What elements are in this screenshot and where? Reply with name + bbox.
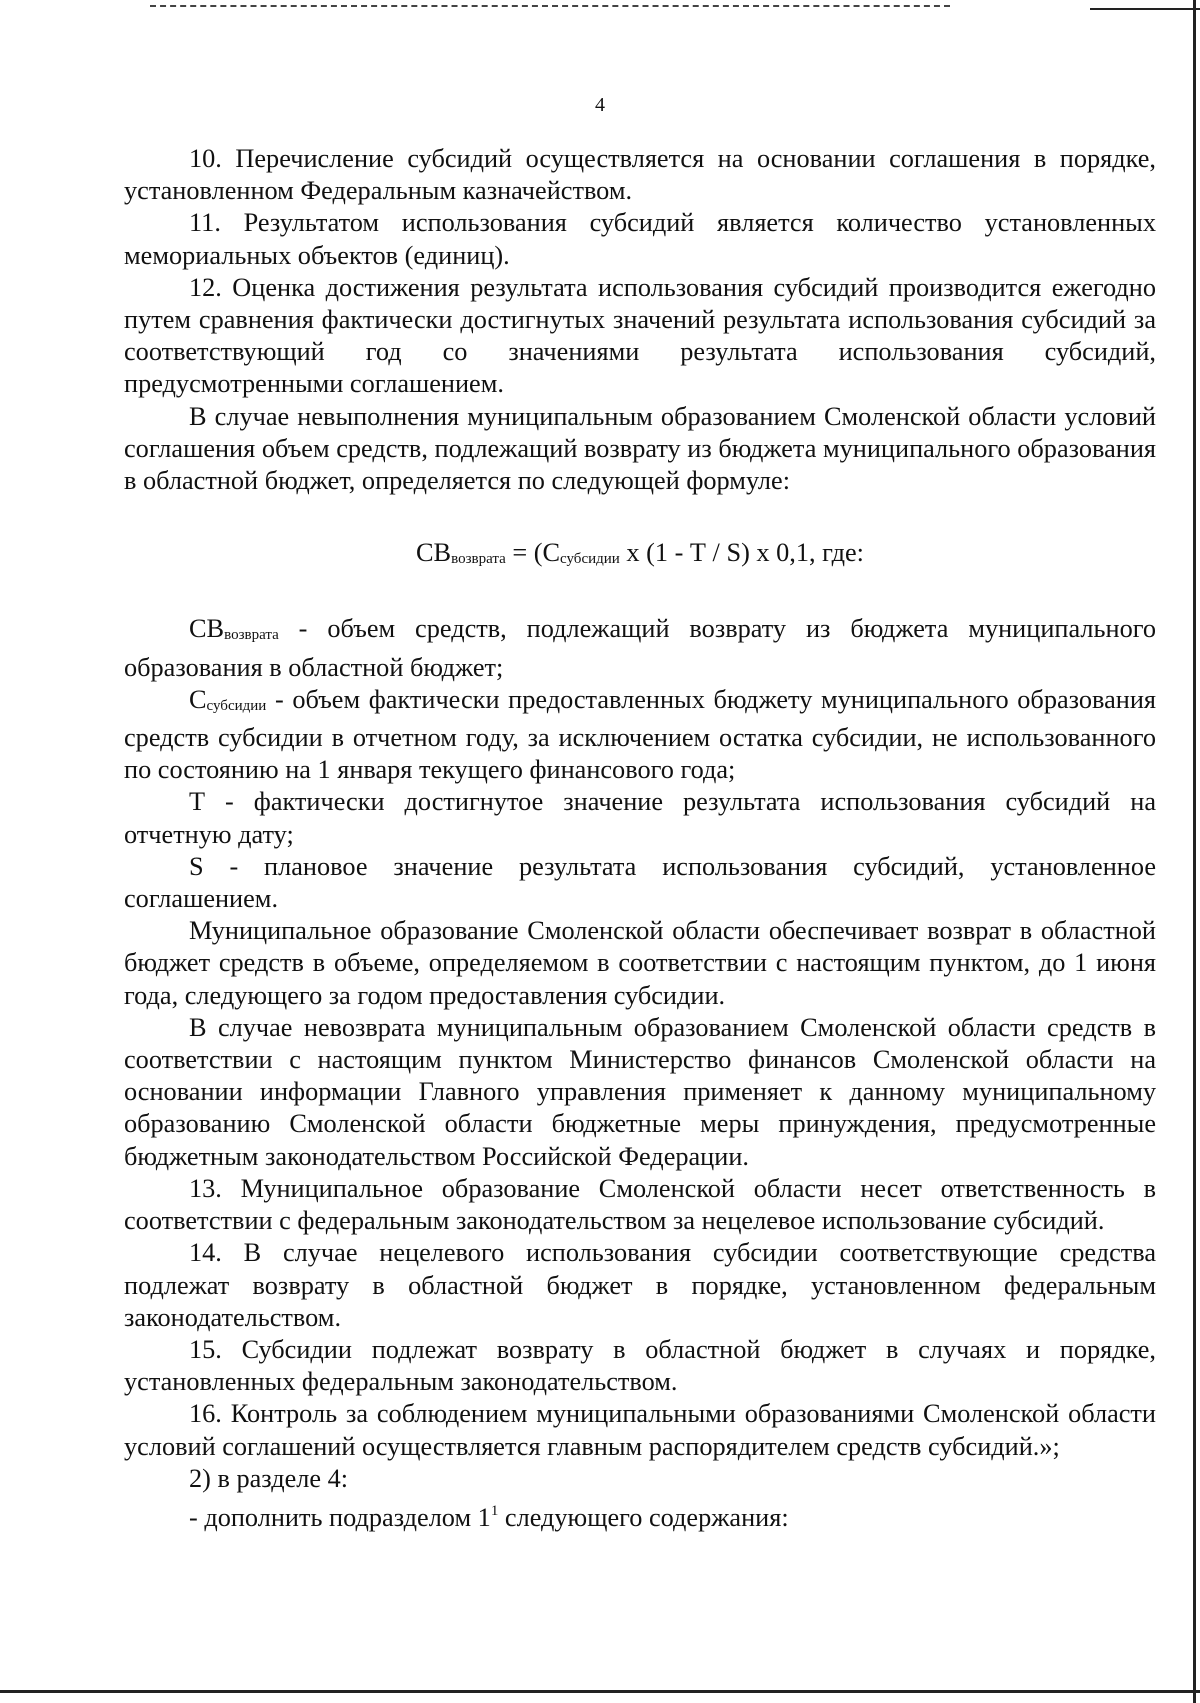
formula-tail: х (1 - Т / S) х 0,1, где: bbox=[619, 538, 864, 568]
supplement-line bbox=[124, 1495, 1156, 1534]
document-body bbox=[124, 143, 1156, 1534]
scan-border-right bbox=[1193, 0, 1196, 1703]
return-formula bbox=[124, 537, 1156, 575]
scan-border-bottom bbox=[0, 1690, 1200, 1693]
paragraph-13: 13. Муниципальное образование Смоленской области несет ответственность в соответствии с федеральным законодательством за нецелевое использование субсидий. bbox=[124, 1173, 1156, 1236]
paragraph-12-case: В случае невыполнения муниципальным образованием Смоленской области условий соглашения объем средств, подлежащий возврату из бюджета муниципального образования в областной бюджет, определяется по следующей формуле: bbox=[124, 401, 1156, 496]
formula-equals: = (С bbox=[505, 538, 561, 568]
supplement-start: - дополнить подразделом 1 bbox=[189, 1502, 491, 1532]
paragraph-15: 15. Субсидии подлежат возврату в областной бюджет в случаях и порядке, установленных федеральным законодательством. bbox=[124, 1334, 1156, 1397]
definition-c-subscript: субсидии bbox=[206, 697, 267, 714]
formula-cv-subscript: возврата bbox=[451, 551, 506, 568]
definition-c-text: - объем фактически предоставленных бюджету муниципального образования средств субсидии в отчетном году, за исключением остатка субсидии, не использованного по состоянию на 1 января текущего финансового года; bbox=[124, 684, 1156, 785]
paragraph-16: 16. Контроль за соблюдением муниципальными образованиями Смоленской области условий соглашений осуществляется главным распорядителем средств субсидий.»; bbox=[124, 1399, 1156, 1461]
supplement-end: следующего содержания: bbox=[498, 1502, 789, 1532]
definition-t: Т - фактически достигнутое значение результата использования субсидий на отчетную дату; bbox=[124, 787, 1156, 849]
definition-cv bbox=[124, 613, 1156, 683]
scan-border-corner bbox=[1090, 0, 1200, 10]
formula-cv: СВ bbox=[416, 538, 452, 568]
scan-border-top bbox=[150, 5, 950, 7]
definition-cv-text: - объем средств, подлежащий возврату из бюджета муниципального образования в областной бюджет; bbox=[124, 614, 1156, 682]
definition-cv-symbol: СВ bbox=[189, 614, 225, 644]
definition-c bbox=[124, 684, 1156, 787]
paragraph-12: 12. Оценка достижения результата использования субсидий производится ежегодно путем сравнения фактически достигнутых значений результата использования субсидий за соответствующий год со значениями результата использования субсидий, предусмотренными соглашением. bbox=[124, 272, 1156, 399]
paragraph-11: 11. Результатом использования субсидий является количество установленных мемориальных объектов (единиц). bbox=[124, 208, 1156, 270]
supplement-superscript: 1 bbox=[490, 1502, 499, 1519]
paragraph-14: 14. В случае нецелевого использования субсидии соответствующие средства подлежат возврату в областной бюджет в порядке, установленном федеральным законодательством. bbox=[124, 1238, 1156, 1332]
formula-c-subscript: субсидии bbox=[560, 551, 620, 568]
paragraph-10: 10. Перечисление субсидий осуществляется на основании соглашения в порядке, установленном Федеральным казначейством. bbox=[124, 144, 1156, 206]
definition-c-symbol: С bbox=[189, 684, 207, 714]
item-2: 2) в разделе 4: bbox=[189, 1463, 349, 1493]
definition-s: S - плановое значение результата использования субсидий, установленное соглашением. bbox=[124, 851, 1156, 914]
paragraph-nonreturn: В случае невозврата муниципальным образованием Смоленской области средств в соответствии с настоящим пунктом Министерство финансов Смоленской области на основании информации Главного управления применяет к данному муниципальному образованию Смоленской области бюджетные меры принуждения, предусмотренные бюджетным законодательством Российской Федерации. bbox=[124, 1012, 1156, 1171]
definition-cv-subscript: возврата bbox=[224, 627, 279, 644]
page-number: 4 bbox=[595, 94, 605, 116]
paragraph-return: Муниципальное образование Смоленской области обеспечивает возврат в областной бюджет средств в объеме, определяемом в соответствии с настоящим пунктом, до 1 июня года, следующего за годом предоставления субсидии. bbox=[124, 916, 1156, 1010]
